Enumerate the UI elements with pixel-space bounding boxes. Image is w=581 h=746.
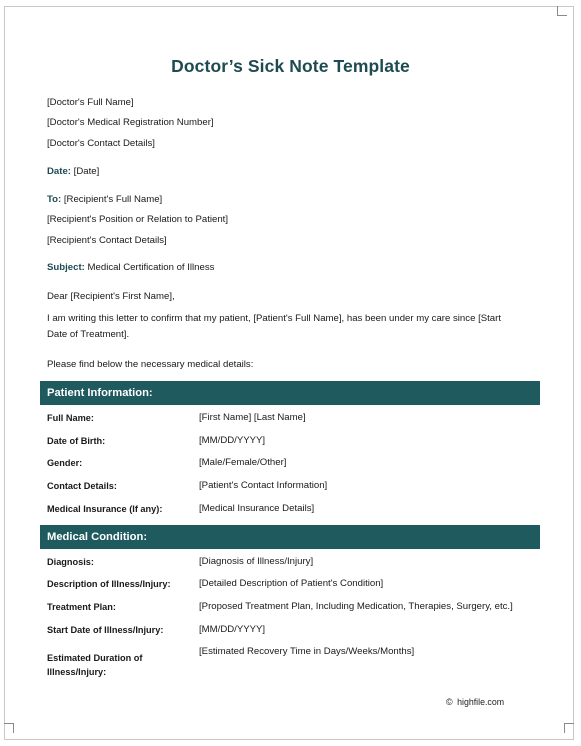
row-label: Illness/Injury:: [47, 667, 107, 677]
doctor-name: [Doctor's Full Name]: [47, 97, 134, 108]
row-label: Date of Birth:: [47, 436, 106, 446]
row-value: [Proposed Treatment Plan, Including Medication, Therapies, Surgery, etc.]: [199, 601, 513, 612]
row-label: Treatment Plan:: [47, 602, 116, 612]
date-value: [Date]: [73, 166, 100, 177]
footer-credit: [446, 697, 504, 707]
footer-site[interactable]: highfile.com: [457, 697, 505, 707]
row-label: Estimated Duration of: [47, 653, 143, 663]
date-line: [47, 165, 99, 178]
row-label: Diagnosis:: [47, 557, 94, 567]
row-label: Gender:: [47, 458, 83, 468]
subject-label: Subject:: [47, 262, 85, 273]
recipient-position: [Recipient's Position or Relation to Patient]: [47, 214, 229, 225]
patient-information-heading: Patient Information:: [40, 381, 540, 405]
row-value: [Male/Female/Other]: [199, 457, 287, 468]
row-label: Start Date of Illness/Injury:: [47, 625, 164, 635]
recipient-line: [47, 193, 162, 206]
row-value: [Medical Insurance Details]: [199, 503, 315, 514]
row-value: [Detailed Description of Patient's Condition]: [199, 578, 384, 589]
row-label: Description of Illness/Injury:: [47, 579, 171, 589]
subject-line: [47, 261, 214, 274]
row-value: [Diagnosis of Illness/Injury]: [199, 556, 314, 567]
copyright-icon: ©: [446, 697, 453, 707]
row-value: [First Name] [Last Name]: [199, 412, 306, 423]
page-corner-mark: [4, 723, 14, 733]
intro-line: Please find below the necessary medical details:: [47, 359, 254, 370]
body-line-1: I am writing this letter to confirm that my patient, [Patient's Full Name], has been under my care since [Start: [47, 313, 501, 324]
body-line-2: Date of Treatment].: [47, 329, 130, 340]
row-label: Medical Insurance (If any):: [47, 504, 163, 514]
recipient-contact: [Recipient's Contact Details]: [47, 235, 167, 246]
doctor-contact: [Doctor's Contact Details]: [47, 138, 155, 149]
date-label: Date:: [47, 166, 71, 177]
salutation: Dear [Recipient's First Name],: [47, 291, 175, 302]
subject-value: Medical Certification of Illness: [87, 262, 215, 273]
doctor-registration: [Doctor's Medical Registration Number]: [47, 117, 214, 128]
medical-condition-heading: Medical Condition:: [40, 525, 540, 549]
row-label: Contact Details:: [47, 481, 117, 491]
row-value: [Patient's Contact Information]: [199, 480, 328, 491]
row-value: [Estimated Recovery Time in Days/Weeks/Months]: [199, 646, 415, 657]
row-value: [MM/DD/YYYY]: [199, 624, 266, 635]
document-title: Doctor’s Sick Note Template: [171, 56, 410, 76]
row-value: [MM/DD/YYYY]: [199, 435, 266, 446]
to-label: To:: [47, 194, 62, 205]
row-label: Full Name:: [47, 413, 94, 423]
page-corner-mark: [564, 723, 574, 733]
recipient-name: [Recipient's Full Name]: [63, 194, 163, 205]
page-corner-mark: [557, 6, 567, 16]
